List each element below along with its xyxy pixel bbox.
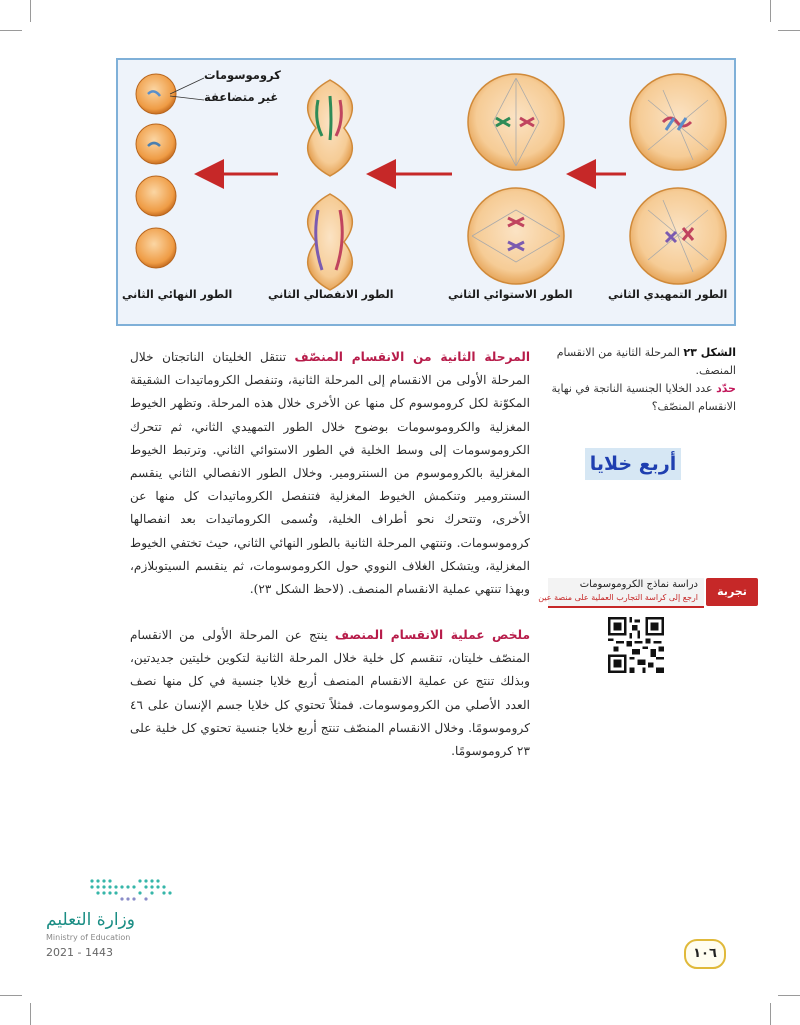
stage-label-anaphase-ii: الطور الانفصالي الثاني [268,288,394,301]
paragraph-keyword: ملخص عملية الانقسام المنصف [334,628,530,642]
meiosis-ii-figure [116,58,736,326]
paragraph-meiosis-ii [130,346,530,601]
metaphase-ii-cell-bottom [468,188,564,284]
crop-mark [778,30,800,31]
crop-mark [770,1003,771,1025]
figure-number: الشكل ٢٣ [683,346,736,359]
lab-body [538,578,704,608]
lab-subtitle: ارجع إلى كراسة التجارب العملية على منصة عين [538,593,698,602]
crop-mark [0,995,22,996]
paragraph-keyword: المرحلة الثانية من الانقسام المنصّف [294,350,530,364]
paragraph-text: تنتقل الخليتان الناتجتان خلال المرحلة الأولى من الانقسام إلى المرحلة الثانية، وتنفصل الكروماتيدات الشقيقة المكوّنة لكل كروموسوم كل منها عن الأخرى خلال هذه المرحلة. وتظهر الخيوط المغزلية والكروموسومات بوضوح خلال الطور التمهيدي الثاني، ثم تتحرك الكروموسومات إلى وسط الخلية في الطور الاستوائي الثاني. وترتبط الخيوط المغزلية بالكروموسوم من السنترومير. وخلال الطور الانفصالي الثاني ينقسم السنترومير وتنكمش الخيوط المغزلية فتنفصل الكروماتيدات كل منها عن الأخرى، وتتحرك نحو أطراف الخلية، وتُسمى الكروماتيدات بعد انفصالها كروموسومات. وتنتهي المرحلة الثانية بالطور النهائي الثاني، حيث تختفي الخيوط المغزلية، ويتشكل الغلاف النووي حول الكروموسومات، ثم ينقسم السيتوبلازم، وبهذا تنتهي عملية الانقسام المنصف. (لاحظ الشكل ٢٣). [130,350,530,597]
stage-label-prophase-ii: الطور التمهيدي الثاني [608,288,728,301]
anaphase-ii-cell-top [308,80,353,176]
ministry-name-arabic: وزارة التعليم [46,910,135,930]
lab-activity-box[interactable] [538,575,758,626]
answer-box: أربع خلايا [585,448,681,480]
caption-text: المرحلة الثانية من الانقسام المنصف. [556,346,736,377]
anaphase-ii-cell-bottom [308,194,353,290]
crop-mark [778,995,800,996]
caption-verb: حدّد [716,382,736,395]
callout-label-line2: غير متضاعفة [204,90,279,104]
paragraph-summary [130,624,530,763]
ministry-name-english: Ministry of Education [46,933,131,942]
lab-tag: تجربة عملية [706,578,758,606]
page-number: ١٠٦ [684,939,726,969]
callout-label-line1: كروموسومات [204,68,281,82]
prophase-ii-cell-bottom [630,188,726,284]
stage-label-metaphase-ii: الطور الاستوائي الثاني [448,288,573,301]
crop-mark [30,0,31,22]
edition-year: 2021 - 1443 [46,946,113,959]
ministry-logo-icon [88,875,178,905]
telophase-ii-cells [136,74,176,268]
crop-mark [770,0,771,22]
crop-mark [0,30,22,31]
metaphase-ii-cell-top [468,74,564,170]
caption-question: عدد الخلايا الجنسية الناتجة في نهاية الانقسام المنصّف؟ [551,382,736,413]
qr-code-icon[interactable] [608,617,664,673]
prophase-ii-cell-top [630,74,726,170]
lab-title: دراسة نماذج الكروموسومات [579,579,698,590]
paragraph-text: ينتج عن المرحلة الأولى من الانقسام المنصّف خليتان، تنقسم كل خلية خلال المرحلة الثانية لتكوين خليتين جديدتين، وبذلك تنتج عن عملية الانقسام المنصف أربع خلايا جنسية في كل منها نصف العدد الأصلي من الكروموسومات. فمثلاً تحتوي كل خلايا جسم الإنسان على ٤٦ كروموسومًا. وخلال الانقسام المنصّف تنتج أربع خلايا جنسية تحتوي كل خلية على ٢٣ كروموسومًا. [130,628,530,759]
stage-label-telophase-ii: الطور النهائي الثاني [122,288,233,301]
crop-mark [30,1003,31,1025]
figure-caption [548,344,736,416]
